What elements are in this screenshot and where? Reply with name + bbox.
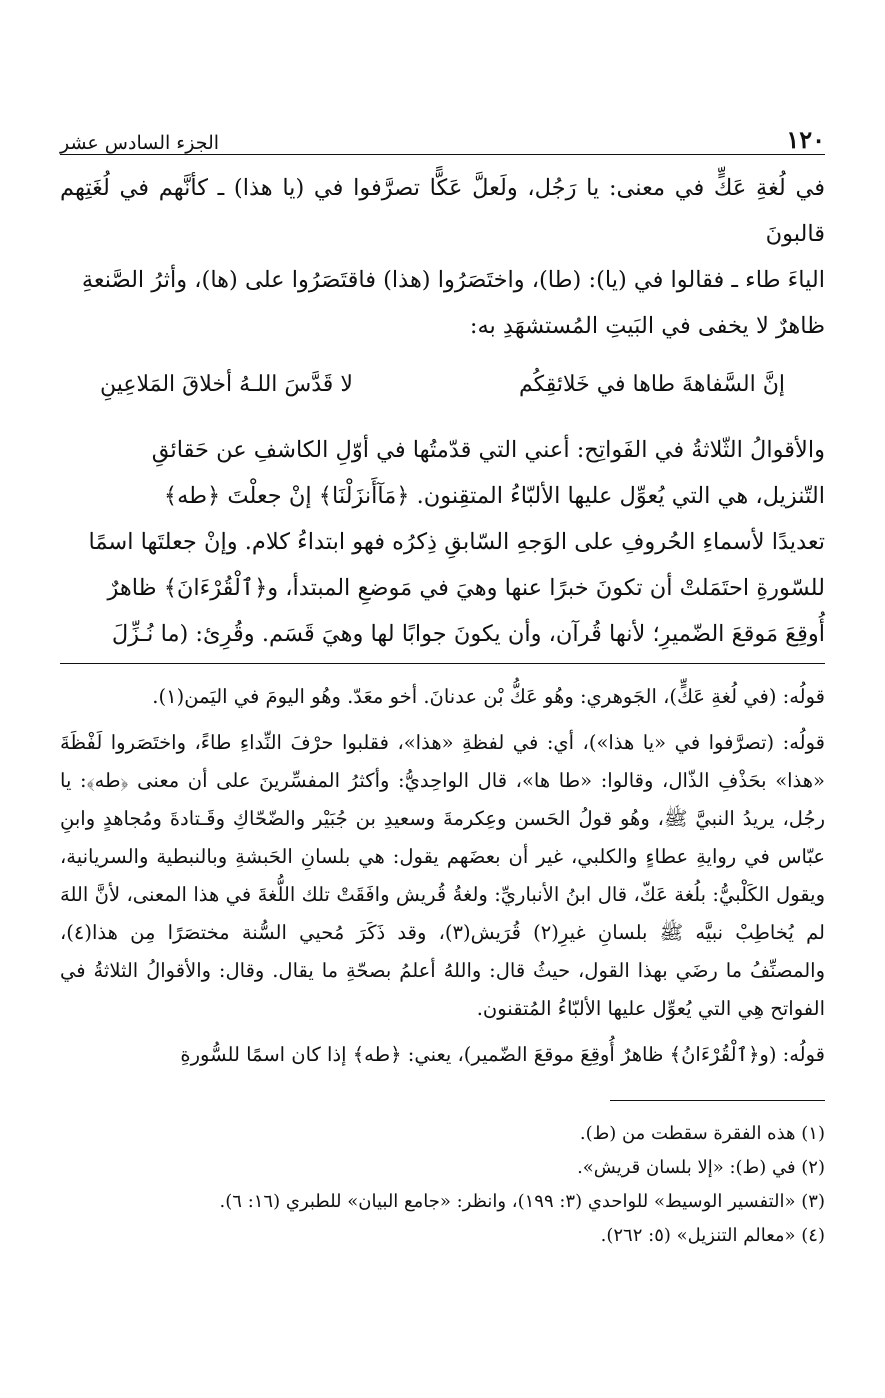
main-line: ظاهرٌ لا يخفى في البَيتِ المُستشهَدِ به: [469,313,825,339]
footnote-divider [610,1100,825,1101]
poetry-verse [60,355,825,415]
commentary-paragraph: قولُه: (تصرَّفوا في «يا هذا»)، أي: في لفظةِ «هذا»، فقلبوا حرْفَ النِّداءِ طاءً، واختَصَروا لَفْظَةَ «هذا» بحَذْفِ الذّال، وقالوا: «طا ها»، قال الواحِديُّ: وأكثرُ المفسِّرينَ على أن معنى ﴿طه﴾: يا رجُل، يريدُ النبيَّ ﷺ، وهُو قولُ الحَسن وعِكرمةَ وسعيدِ بن جُبَيْر والضّحّاكِ وقَـتادةَ ومُجاهدٍ وابنِ عبّاس في روايةِ عطاءٍ والكلبي، غير أن بعضَهم يقول: هي بلسانِ الحَبشةِ وبالنبطية والسريانية، ويقول الكَلْبيُّ: بلُغة عَكّ، قال ابنُ الأنباريِّ: ولغةُ قُريش وافَقَتْ تلك اللُّغةَ في هذا المعنى، لأنَّ اللهَ لم يُخاطِبْ نبيَّه ﷺ بلسانِ غيرِ(٢) قُرَيش(٣)، وقد ذَكَرَ مُحيي السُّنة مختصَرًا مِن هذا(٤)، والمصنِّفُ ما رضَي بهذا القول، حيثُ قال: واللهُ أعلمُ بصحّةِ ما يقال. وقال: والأقوالُ الثلاثةُ في الفواتح هِي التي يُعوِّل عليها الألبّاءُ المُتقنون. [60,731,826,1020]
footnote: (٣) «التفسير الوسيط» للواحدي (٣: ١٩٩)، وانظر: «جامع البيان» للطبري (١٦: ٦). [219,1191,825,1212]
running-header [60,110,825,155]
footnote: (١) هذه الفقرة سقطت من (ط). [579,1123,825,1144]
footnotes [60,1117,825,1253]
footnote: (٤) «معالم التنزيل» (٥: ٢٦٢). [600,1225,825,1246]
footnote: (٢) في (ط): «إلا بلسان قريش». [577,1157,825,1178]
main-text [60,165,825,657]
part-title: الجزء السادس عشر [60,132,220,154]
main-line: للسّورةِ احتَمَلتْ أن تكونَ خبرًا عنها وهيَ في مَوضعِ المبتدأ، و﴿ٱلْقُرْءَانَ﴾ ظاهرٌ [107,575,825,601]
verse-second-hemistich: لا قَدَّسَ اللـهُ أخلاقَ المَلاعِينِ [100,372,353,397]
main-line: الياءَ طاء ـ فقالوا في (يا): (طا)، واختَصَرُوا (هذا) فاقتَصَرُوا على (ها)، وأثرُ الصَّنعةِ [81,267,825,293]
verse-first-hemistich: إنَّ السَّفاهةَ طاها في خَلائقِكُم [518,372,785,397]
page-number: ١٢٠ [786,125,825,154]
main-line: تعديدًا لأسماءِ الحُروفِ على الوَجهِ السّابقِ ذِكرُه فهو ابتداءُ كلام. وإنْ جعلتَها اسمًا [88,529,825,555]
commentary-divider [60,663,825,664]
commentary-paragraph: قولُه: (في لُغةِ عَكٍّ)، الجَوهري: وهُو عَكُّ بْن عدنانَ. أخو معَدّ. وهُو اليومَ في اليَمن(١). [152,685,825,708]
main-line: أُوقِعَ مَوقعَ الضّميرِ؛ لأنها قُرآن، وأن يكونَ جوابًا لها وهيَ قَسَم. وقُرِئ: (ما نُـزِّلَ [111,621,825,647]
main-line: في لُغةِ عَكٍّ في معنى: يا رَجُل، ولَعلَّ عَكًّا تصرَّفوا في (يا هذا) ـ كأنَّهم في لُغَتِهم قالبونَ [60,175,825,247]
book-page [60,110,825,1253]
main-line: التّنزيل، هي التي يُعوِّل عليها الألبّاءُ المتقِنون. ﴿مَآأَنزَلْنَا﴾ إنْ جعلْتَ ﴿طه﴾ [163,483,825,509]
commentary-paragraph: قولُه: (و﴿ٱلْقُرْءَانُ﴾ ظاهرٌ أُوقِعَ موقعَ الضّمير)، يعني: ﴿طه﴾ إذا كان اسمًا للسُّورةِ [180,1043,825,1066]
commentary [60,678,825,1074]
main-line: والأقوالُ الثّلاثةُ في الفَواتِح: أعني التي قدّمتُها في أوّلِ الكاشفِ عن حَقائقِ [151,437,825,463]
